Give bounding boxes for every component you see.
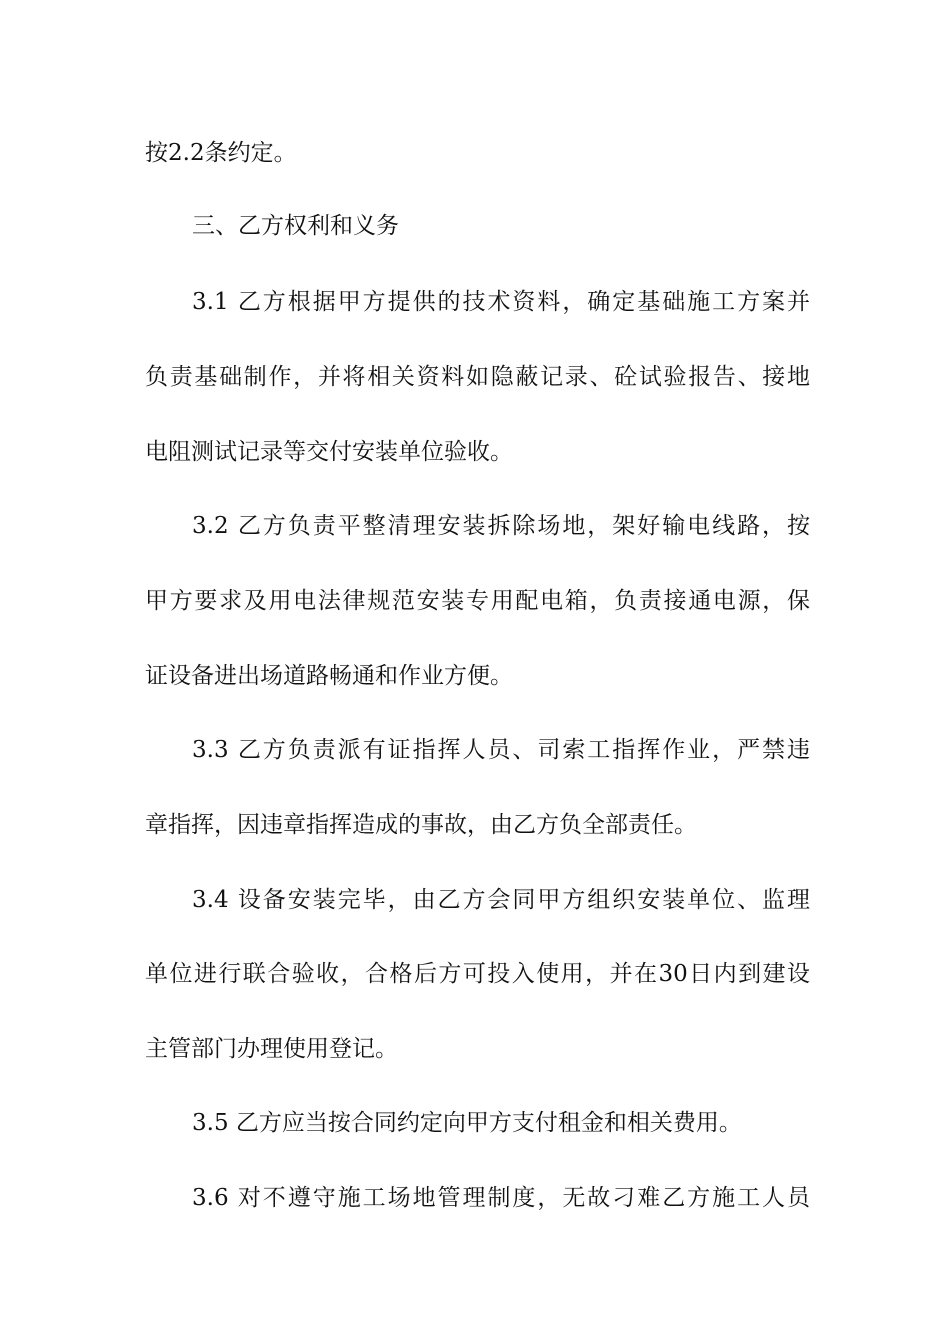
text-line: 3.4 设备安装完毕，由乙方会同甲方组织安装单位、监理 [192, 887, 810, 913]
text-line: 证设备进出场道路畅通和作业方便。 [145, 663, 513, 689]
text-line: 甲方要求及用电法律规范安装专用配电箱，负责接通电源，保 [145, 588, 810, 614]
text-line: 3.1 乙方根据甲方提供的技术资料，确定基础施工方案并 [192, 289, 810, 315]
text-line: 3.5 乙方应当按合同约定向甲方支付租金和相关费用。 [192, 1110, 742, 1136]
text-line: 3.6 对不遵守施工场地管理制度，无故刁难乙方施工人员 [192, 1185, 810, 1211]
section-heading: 三、乙方权利和义务 [192, 213, 399, 239]
text-line: 3.2 乙方负责平整清理安装拆除场地，架好输电线路，按 [192, 513, 810, 539]
text-line: 按2.2条约定。 [145, 140, 297, 166]
text-line: 单位进行联合验收，合格后方可投入使用，并在30日内到建设 [145, 961, 810, 987]
text-line: 负责基础制作，并将相关资料如隐蔽记录、砼试验报告、接地 [145, 364, 810, 390]
text-line: 主管部门办理使用登记。 [145, 1036, 398, 1062]
text-line: 3.3 乙方负责派有证指挥人员、司索工指挥作业，严禁违 [192, 737, 810, 763]
text-line: 电阻测试记录等交付安装单位验收。 [145, 439, 513, 465]
text-line: 章指挥，因违章指挥造成的事故，由乙方负全部责任。 [145, 812, 697, 838]
